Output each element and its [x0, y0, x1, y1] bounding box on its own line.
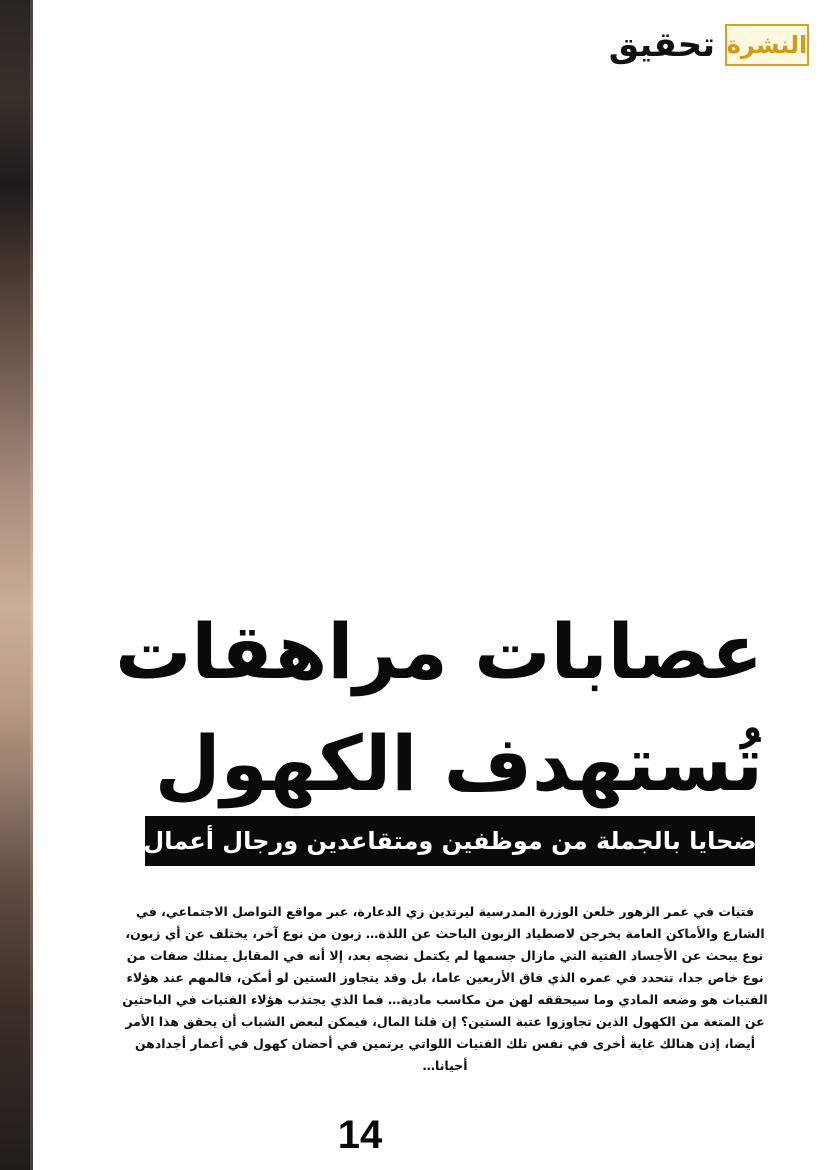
subtitle-bar: [145, 816, 755, 866]
headline-line-1: عصابات مراهقات: [115, 607, 763, 696]
page-number: 14: [337, 1113, 383, 1157]
article-headline: [115, 596, 763, 820]
magazine-logo: [725, 24, 809, 66]
logo-text: النشرة: [726, 31, 808, 59]
article-intro: فتيات في عمر الزهور خلعن الوزرة المدرسية ليرتدين زي الدعارة، عبر مواقع التواصل الاجتماعي، في الشارع والأماكن العامة يخرجن لاصطياد الزبون الباحث عن اللذة… زبون من نوع آخر، يختلف عن أي زبون، نوع يبحث عن الأجساد الفتية التي مازال جسمها لم يكتمل نضجه بعد، إلا أنه في المقابل يمتلك صفات من نوع خاص جدا، تتحدد في عمره الذي فاق الأربعين عاما، بل وقد يتجاوز الستين لو أمكن، فالمهم عند هؤلاء الفتيات هو وضعه المادي وما سيحققه لهن من مكاسب مادية… فما الذي يجتذب هؤلاء الفتيات في الباحثين عن المتعة من الكهول الذين تجاوزوا عتبة الستين؟ إن قلنا المال، فيمكن لبعض الشباب أن يحقق هذا الأمر أيضا، إذن هنالك غاية أخرى في نفس تلك الفتيات اللواتي يرتمين في أحضان كهول في أعمار أجدادهن أحيانا…: [122, 903, 768, 1073]
section-label: تحقيق: [608, 25, 715, 65]
article-subtitle: ضحايا بالجملة من موظفين ومتقاعدين ورجال أعمال: [143, 827, 757, 855]
headline-line-2: تُستهدف الكهول: [154, 719, 763, 808]
cover-photo-strip: [0, 0, 33, 1170]
page-header: [609, 22, 809, 68]
